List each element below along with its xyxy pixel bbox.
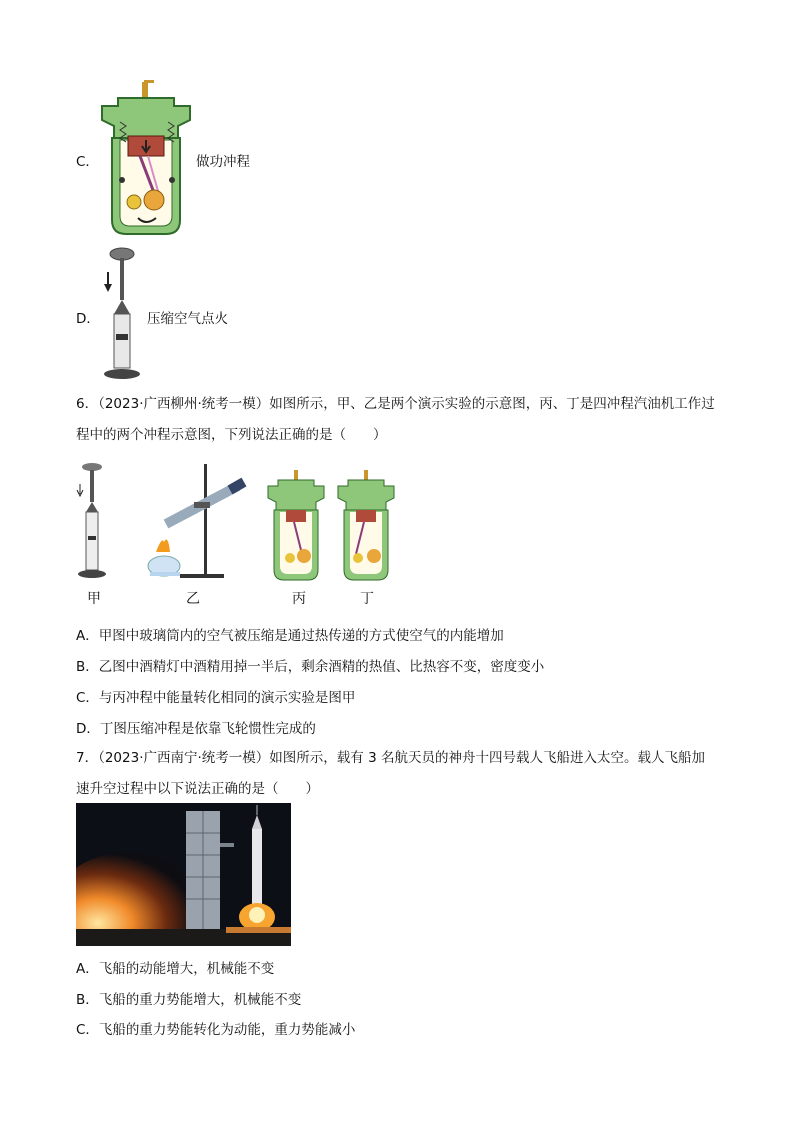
question-7-option-c: C．飞船的重力势能转化为动能，重力势能减小	[76, 1022, 356, 1038]
figure-label-ding: 丁	[360, 591, 374, 607]
question-7-option-b: B．飞船的重力势能增大，机械能不变	[76, 992, 302, 1008]
question-6-stem: 6．（2023·广西柳州·统考一模）如图所示，甲、乙是两个演示实验的示意图，丙、丁是四冲程汽油机工作过程中的两个冲程示意图，下列说法正确的是（ ）	[76, 396, 715, 443]
figure-label-yi: 乙	[186, 591, 200, 607]
figure-ding-engine	[338, 470, 394, 580]
option-d-text: 压缩空气点火	[147, 311, 228, 327]
option-c-text: 做功冲程	[196, 154, 250, 170]
question-7-option-a: A．飞船的动能增大，机械能不变	[76, 961, 275, 977]
figure-yi-alcohol-lamp	[148, 464, 244, 578]
air-compression-tube-figure	[98, 244, 142, 384]
question-6-option-c: C．与丙冲程中能量转化相同的演示实验是图甲	[76, 690, 356, 706]
figure-label-bing: 丙	[292, 591, 306, 607]
question-6-option-d: D．丁图压缩冲程是依靠飞轮惯性完成的	[76, 721, 316, 737]
question-6-option-b: B．乙图中酒精灯中酒精用掉一半后，剩余酒精的热值、比热容不变，密度变小	[76, 659, 545, 675]
option-d-letter: D．	[76, 311, 100, 327]
engine-power-stroke-figure	[98, 80, 194, 236]
option-c-letter: C．	[76, 154, 99, 170]
figure-bing-engine	[268, 470, 324, 580]
figure-label-jia: 甲	[87, 591, 101, 607]
question-6-figure	[76, 462, 416, 584]
figure-jia-compression-tube	[77, 463, 106, 578]
rocket-launch-photo	[76, 803, 291, 946]
question-7-stem: 7．（2023·广西南宁·统考一模）如图所示，载有 3 名航天员的神舟十四号载人飞船进入太空。载人飞船加速升空过程中以下说法正确的是（ ）	[76, 750, 705, 797]
question-6-option-a: A．甲图中玻璃筒内的空气被压缩是通过热传递的方式使空气的内能增加	[76, 628, 504, 644]
